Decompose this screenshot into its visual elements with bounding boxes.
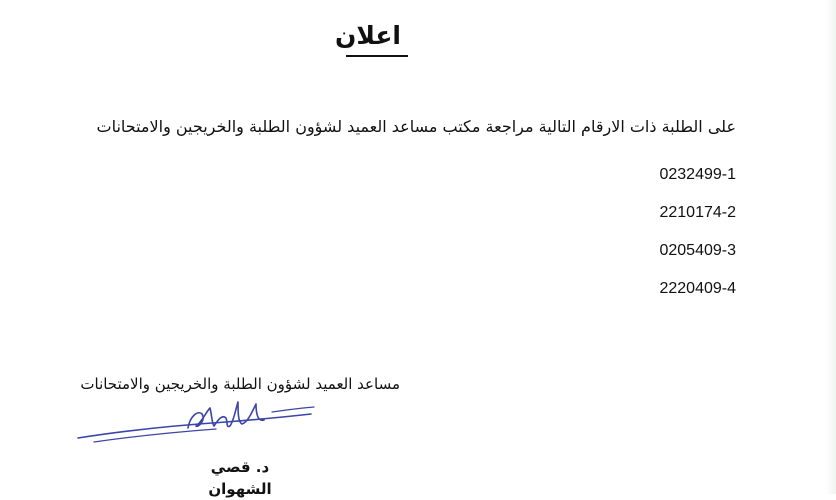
page-title: اعلان xyxy=(335,21,401,50)
student-number-list xyxy=(536,156,736,308)
title-underline xyxy=(346,55,408,57)
handwritten-signature xyxy=(76,398,316,444)
student-number-item: 0232499-1 xyxy=(659,166,736,183)
student-number-item: 2210174-2 xyxy=(659,204,736,221)
announcement-body: على الطلبة ذات الارقام التالية مراجعة مكتب مساعد العميد لشؤون الطلبة والخريجين والامتحانات xyxy=(96,117,736,136)
scan-edge xyxy=(826,0,836,494)
signatory-role: مساعد العميد لشؤون الطلبة والخريجين والامتحانات xyxy=(80,375,400,393)
signature-block xyxy=(40,372,400,498)
student-number-item: 2220409-4 xyxy=(659,280,736,297)
signatory-name: د. قصي الشهوان xyxy=(208,458,272,498)
student-number-item: 0205409-3 xyxy=(659,242,736,259)
